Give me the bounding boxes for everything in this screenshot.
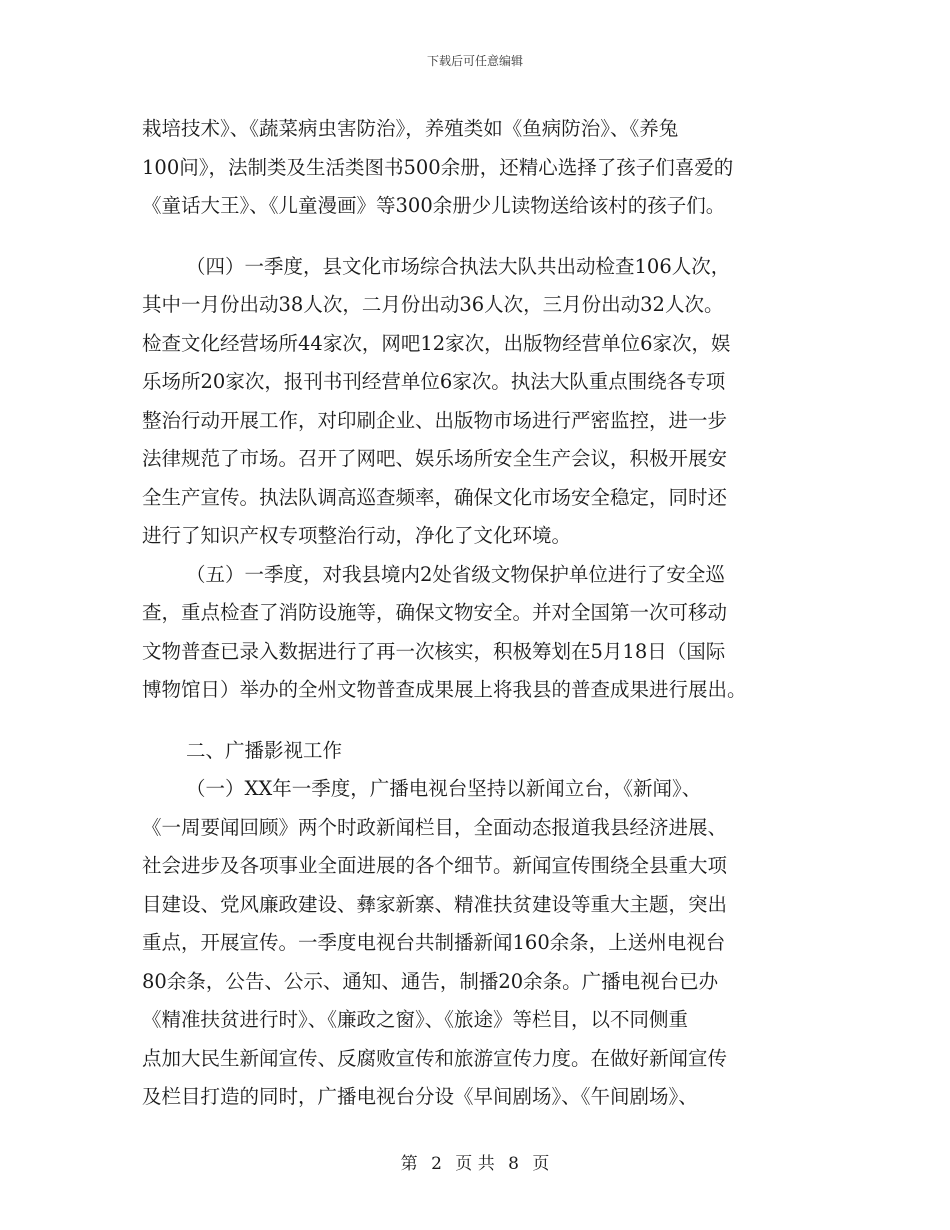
paragraph-book-donation <box>142 110 812 226</box>
text-line: 80余条，公告、公示、通知、通告，制播20余条。广播电视台已办 <box>142 969 719 993</box>
document-body <box>142 110 812 1117</box>
text-line: 点加大民生新闻宣传、反腐败宣传和旅游宣传力度。在做好新闻宣传 <box>142 1046 728 1070</box>
text-line: 查，重点检查了消防设施等，确保文物安全。并对全国第一次可移动 <box>142 601 728 624</box>
text-line: 文物普查已录入数据进行了再一次核实，积极筹划在5月18日（国际 <box>142 639 726 663</box>
text-line: 重点，开展宣传。一季度电视台共制播新闻160余条，上送州电视台 <box>142 931 726 954</box>
text-line: 乐场所20家次，报刊书刊经营单位6家次。执法大队重点围绕各专项 <box>142 370 726 393</box>
text-line: 博物馆日）举办的全州文物普查成果展上将我县的普查成果进行展出。 <box>142 678 747 701</box>
page-header: 下载后可任意编辑 <box>426 54 523 68</box>
text-line: 社会进步及各项事业全面进展的各个细节。新闻宣传围绕全县重大项 <box>142 854 728 877</box>
paragraph-broadcast-news <box>142 770 812 1117</box>
footer-mid: 页 共 <box>455 1154 495 1174</box>
text-line: 栽培技术》、《蔬菜病虫害防治》，养殖类如《鱼病防治》、《养兔 <box>142 117 679 140</box>
footer-prefix: 第 <box>400 1154 418 1174</box>
text-line: 全生产宣传。执法队调高巡查频率，确保文化市场安全稳定，同时还 <box>142 485 728 509</box>
text-line: （四）一季度，县文化市场综合执法大队共出动检查106人次， <box>186 254 731 278</box>
footer-suffix: 页 <box>532 1154 550 1174</box>
text-line: 《童话大王》、《儿童漫画》等300余册少儿读物送给该村的孩子们。 <box>142 194 726 217</box>
text-line: （一）XX年一季度，广播电视台坚持以新闻立台，《新闻》、 <box>186 777 702 800</box>
section-heading: 二、广播影视工作 <box>186 738 343 762</box>
text-line: （五）一季度，对我县境内2处省级文物保护单位进行了安全巡 <box>186 562 725 586</box>
text-line: 检查文化经营场所44家次，网吧12家次，出版物经营单位6家次，娱 <box>142 331 731 355</box>
text-line: 目建设、党风廉政建设、彝家新寨、精准扶贫建设等重大主题，突出 <box>142 892 728 916</box>
total-pages: 8 <box>508 1154 519 1174</box>
text-line: 100问》，法制类及生活类图书500余册，还精心选择了孩子们喜爱的 <box>142 155 734 179</box>
text-line: 《一周要闻回顾》两个时政新闻栏目，全面动态报道我县经济进展、 <box>142 815 728 839</box>
text-line: 《精准扶贫进行时》、《廉政之窗》、《旅途》等栏目，以不同侧重 <box>142 1008 689 1031</box>
text-line: 及栏目打造的同时，广播电视台分设《早间剧场》、《午间剧场》、 <box>142 1085 698 1108</box>
text-line: 其中一月份出动38人次，二月份出动36人次，三月份出动32人次。 <box>142 293 724 316</box>
paragraph-market-enforcement <box>142 248 812 556</box>
paragraph-cultural-relics <box>142 556 812 710</box>
text-line: 进行了知识产权专项整治行动，净化了文化环境。 <box>142 524 572 547</box>
text-line: 整治行动开展工作，对印刷企业、出版物市场进行严密监控，进一步 <box>142 408 728 432</box>
text-line: 法律规范了市场。召开了网吧、娱乐场所安全生产会议，积极开展安 <box>142 447 728 470</box>
page-number: 2 <box>431 1154 442 1174</box>
page-footer <box>0 1153 950 1175</box>
